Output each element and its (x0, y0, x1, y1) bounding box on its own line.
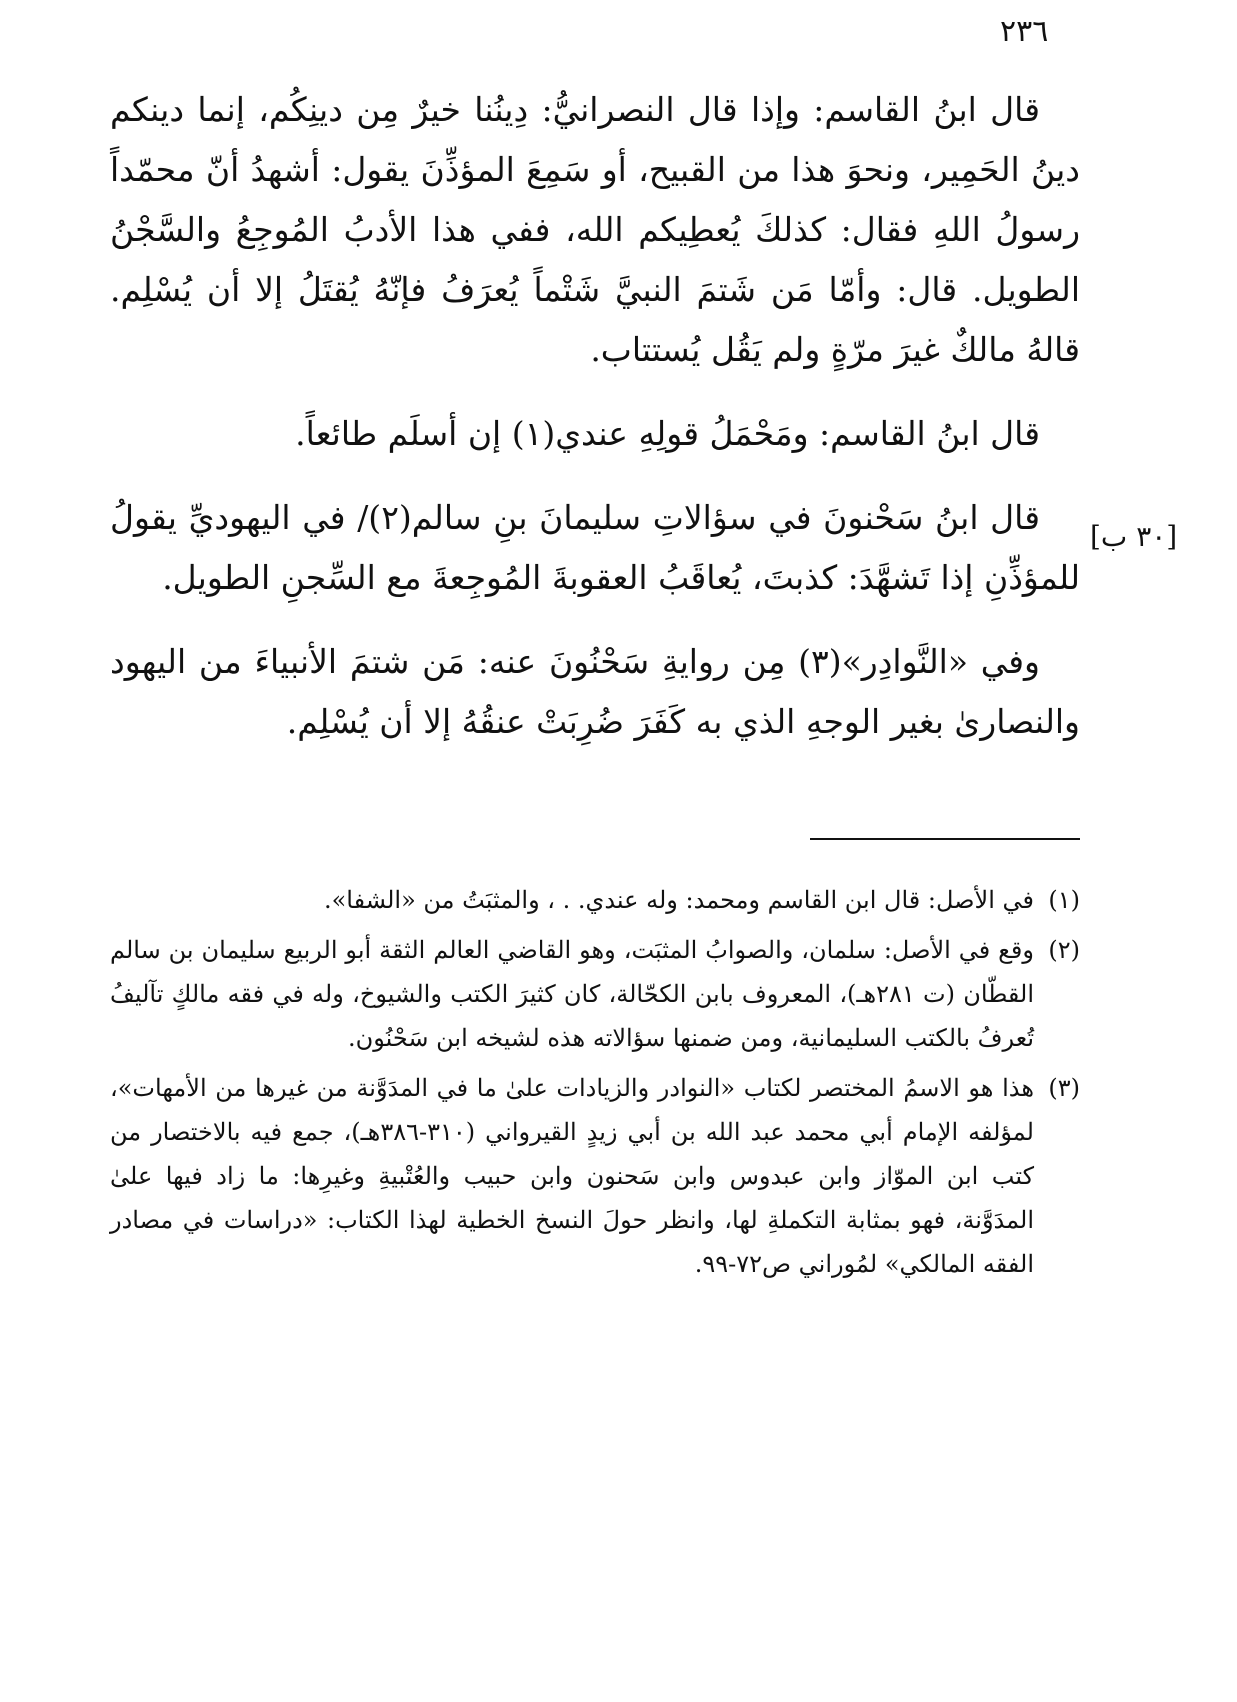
footnote-text: هذا هو الاسمُ المختصر لكتاب «النوادر والزيادات علىٰ ما في المدَوَّنة من غيرها من الأمهات»، لمؤلفه الإمام أبي محمد عبد الله بن أبي زيدٍ القيرواني (٣١٠-٣٨٦هـ)، جمع فيه بالاختصار من كتب ابن الموّاز وابن عبدوس وابن سَحنون وابن حبيب والعُتْبيةِ وغيرِها: ما زاد فيها علىٰ المدَوَّنة، فهو بمثابة التكملةِ لها، وانظر حولَ النسخ الخطية لهذا الكتاب: «دراسات في مصادر الفقه المالكي» لمُوراني ص٧٢-٩٩. (110, 1074, 1034, 1278)
footnote-2 (110, 928, 1080, 1060)
paragraph-4: وفي «النَّوادِر»(٣) مِن روايةِ سَحْنُونَ عنه: مَن شتمَ الأنبياءَ من اليهود والنصارىٰ بغير الوجهِ الذي به كَفَرَ ضُرِبَتْ عنقُهُ إلا أن يُسْلِم. (110, 642, 1080, 741)
footnote-separator (810, 838, 1080, 840)
footnote-3 (110, 1066, 1080, 1286)
page-number: ٢٣٦ (1000, 14, 1049, 49)
footnote-text: وقع في الأصل: سلمان، والصوابُ المثبَت، وهو القاضي العالم الثقة أبو الربيع سليمان بن سالم القطّان (ت ٢٨١هـ)، المعروف بابن الكحّالة، كان كثيرَ الكتب والشيوخ، وله في فقه مالكٍ تآليفُ تُعرفُ بالكتب السليمانية، ومن ضمنها سؤالاته هذه لشيخه ابن سَحْنُون. (110, 936, 1035, 1052)
footnote-text: في الأصل: قال ابن القاسم ومحمد: وله عندي. . ، والمثبَتُ من «الشفا». (323, 886, 1034, 914)
footnote-marker: (١) (1048, 886, 1080, 914)
paragraph-1: قال ابنُ القاسم: وإذا قال النصرانيُّ: دِينُنا خيرٌ مِن دينِكُم، إنما دينكم دينُ الحَمِير، ونحوَ هذا من القبيح، أو سَمِعَ المؤذِّنَ يقول: أشهدُ أنّ محمّداً رسولُ اللهِ فقال: كذلكَ يُعطِيكم الله، ففي هذا الأدبُ المُوجِعُ والسَّجْنُ الطويل. قال: وأمّا مَن شَتمَ النبيَّ شَتْماً يُعرَفُ فإنّهُ يُقتَلُ إلا أن يُسْلِم. قالهُ مالكٌ غيرَ مرّةٍ ولم يَقُل يُستتاب. (110, 90, 1080, 369)
footnote-marker: (٢) (1048, 936, 1080, 964)
paragraph-3: قال ابنُ سَحْنونَ في سؤالاتِ سليمانَ بنِ سالم(٢)/ في اليهوديِّ يقولُ للمؤذِّنِ إذا تَشهَّدَ: كذبتَ، يُعاقَبُ العقوبةَ المُوجِعةَ مع السِّجنِ الطويل. (110, 498, 1080, 597)
footnote-1 (110, 878, 1080, 922)
manuscript-folio-reference: [٣٠ ب] (1090, 520, 1178, 553)
paragraph-2: قال ابنُ القاسم: ومَحْمَلُ قولِهِ عندي(١) إن أسلَم طائعاً. (295, 414, 1040, 453)
main-text (110, 80, 1080, 752)
footnote-marker: (٣) (1048, 1074, 1080, 1102)
footnotes (110, 878, 1080, 1292)
